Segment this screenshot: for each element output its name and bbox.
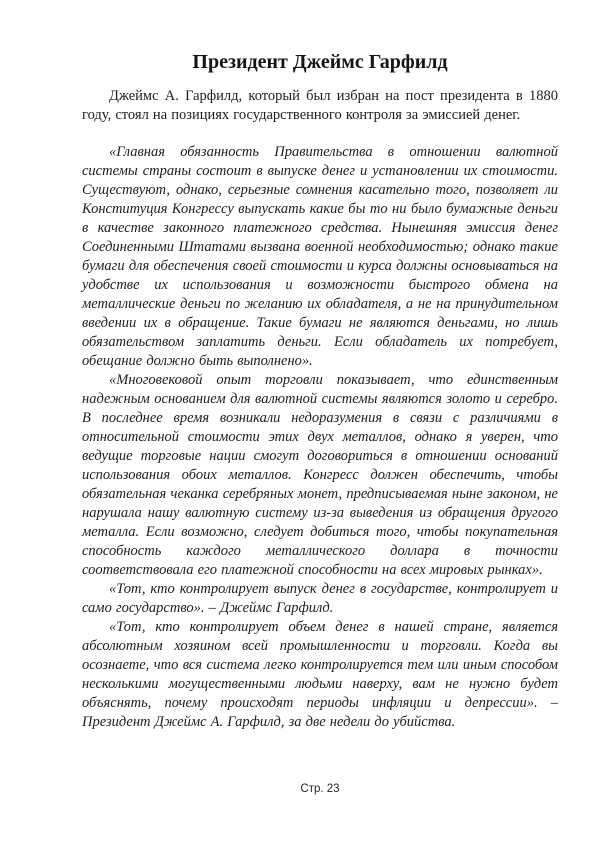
quote-paragraph-gold-silver: «Многовековой опыт торговли показывает, что единственным надежным основанием для валютной системы являются золото и серебро. В последнее время возникали недоразумения в связи с различиями в относительной стоимости этих двух металлов, однако я уверен, что ведущие торговые нации смогут договориться в отношении оснований использования обоих металлов. Конгресс должен обеспечить, чтобы обязательная чеканка серебряных монет, предписываемая ныне законом, не нарушала нашу валютную систему из-за выведения из обращения другого металла. Если возможно, следует добиться того, чтобы покупательная способность каждого металлического доллара в точности соответствовала его платежной способности на всех мировых рынках». (82, 372, 558, 578)
quote-paragraph-currency-duty: «Главная обязанность Правительства в отношении валютной системы страны состоит в выпуске денег и установлении их стоимости. Существуют, однако, серьезные сомнения касательно того, позволяет ли Конституция Конгрессу выпускать какие бы то ни было бумажные деньги в качестве законного платежного средства. Нынешняя эмиссия денег Соединенными Штатами вызвана военной необходимостью; однако такие бумаги для обеспечения своей стоимости и курса должны основываться на удобстве их использования и возможности быстрого обмена на металлические деньги по желанию их обладателя, а не на принудительном введении их в обращение. Такие бумаги не являются деньгами, но лишь обязательством заплатить деньги. Если обладатель их потребует, обещание должно быть выполнено». (82, 144, 558, 369)
page-title: Президент Джеймс Гарфилд (192, 51, 448, 73)
page-content (82, 50, 558, 732)
quote-paragraph-absolute-master: «Тот, кто контролирует объем денег в нашей стране, является абсолютным хозяином всей промышленности и торговли. Когда вы осознаете, что вся система легко контролируется тем или иным способом несколькими могущественными людьми наверху, вам не нужно будет объяснять, почему происходят периоды инфляции и депрессии». – Президент Джеймс А. Гарфилд, за две недели до убийства. (82, 619, 558, 730)
intro-paragraph: Джеймс А. Гарфилд, который был избран на пост президента в 1880 году, стоял на позициях государственного контроля за эмиссией денег. (82, 88, 558, 123)
page-number: Стр. 23 (300, 783, 340, 795)
page-footer (82, 782, 558, 796)
quote-paragraph-controls-money: «Тот, кто контролирует выпуск денег в государстве, контролирует и само государство». – Джеймс Гарфилд. (82, 581, 558, 616)
